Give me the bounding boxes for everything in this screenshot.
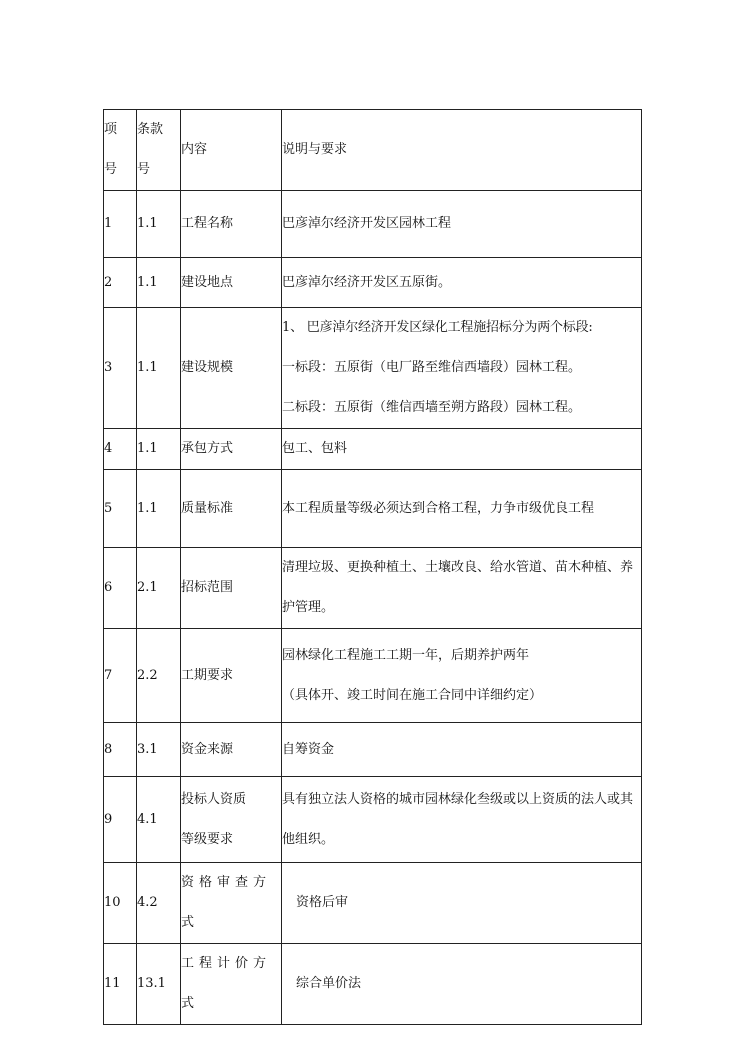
item-no: 6	[104, 548, 137, 629]
table-row	[104, 723, 642, 777]
content-line: 资格审查方	[181, 875, 272, 890]
table-row	[104, 470, 642, 548]
item-description	[282, 308, 642, 429]
item-description	[282, 470, 642, 548]
item-no: 7	[104, 629, 137, 723]
description-line: 二标段：五原街（维信西墙至朔方路段）园林工程。	[282, 400, 582, 415]
table-row	[104, 258, 642, 308]
clause-no: 1.1	[137, 258, 181, 308]
description-line: 自筹资金	[282, 741, 335, 757]
header-item-no-line1: 项	[104, 122, 118, 137]
item-content: 资金来源	[181, 723, 282, 777]
description-line: 本工程质量等级必须达到合格工程，力争市级优良工程	[282, 500, 595, 516]
item-content: 建设地点	[181, 258, 282, 308]
item-no: 11	[104, 944, 137, 1025]
item-description	[282, 863, 642, 944]
clause-no: 1.1	[137, 191, 181, 258]
header-item-no	[104, 110, 137, 191]
item-description	[282, 629, 642, 723]
header-content: 内容	[181, 110, 282, 191]
clause-no: 2.1	[137, 548, 181, 629]
description-line: 一标段：五原街（电厂路至维信西墙段）园林工程。	[282, 360, 582, 375]
clause-no: 13.1	[137, 944, 181, 1025]
clause-no: 4.2	[137, 863, 181, 944]
table-row	[104, 863, 642, 944]
clause-no: 3.1	[137, 723, 181, 777]
item-content: 质量标准	[181, 470, 282, 548]
table-row	[104, 777, 642, 863]
item-description	[282, 944, 642, 1025]
item-description	[282, 191, 642, 258]
item-content: 工期要求	[181, 629, 282, 723]
item-no: 3	[104, 308, 137, 429]
item-content: 建设规模	[181, 308, 282, 429]
item-no: 2	[104, 258, 137, 308]
content-line: 工程计价方	[181, 956, 272, 971]
header-clause-no	[137, 110, 181, 191]
item-no: 5	[104, 470, 137, 548]
description-line: 具有独立法人资格的城市园林绿化叁级或以上资质的法人或其他组织。	[282, 791, 634, 847]
content-line: 投标人资质	[181, 791, 247, 807]
item-description	[282, 777, 642, 863]
table-row	[104, 944, 642, 1025]
header-item-no-line2: 号	[104, 162, 118, 177]
description-line: 资格后审	[296, 895, 349, 910]
description-line: 园林绿化工程施工工期一年，后期养护两年	[282, 647, 530, 663]
item-content	[181, 944, 282, 1025]
content-line: 等级要求	[181, 831, 234, 847]
table-row	[104, 629, 642, 723]
item-description	[282, 429, 642, 470]
requirements-table	[103, 109, 642, 1025]
description-line: 清理垃圾、更换种植土、土壤改良、给水管道、苗木种植、养护管理。	[282, 560, 634, 615]
description-line: 综合单价法	[296, 976, 362, 991]
description-line: 1、 巴彦淖尔经济开发区绿化工程施招标分为两个标段:	[282, 320, 593, 335]
item-no: 10	[104, 863, 137, 944]
item-content: 招标范围	[181, 548, 282, 629]
table-row	[104, 308, 642, 429]
content-line: 式	[181, 996, 195, 1011]
table-row	[104, 548, 642, 629]
clause-no: 2.2	[137, 629, 181, 723]
item-no: 8	[104, 723, 137, 777]
item-no: 9	[104, 777, 137, 863]
description-line: 巴彦淖尔经济开发区五原街。	[282, 274, 452, 290]
item-description	[282, 548, 642, 629]
clause-no: 1.1	[137, 308, 181, 429]
content-line: 式	[181, 915, 195, 930]
clause-no: 4.1	[137, 777, 181, 863]
item-content: 承包方式	[181, 429, 282, 470]
item-description	[282, 723, 642, 777]
description-line: 包工、包料	[282, 441, 348, 456]
description-line: （具体开、竣工时间在施工合同中详细约定）	[282, 687, 543, 703]
item-content: 工程名称	[181, 191, 282, 258]
item-no: 1	[104, 191, 137, 258]
clause-no: 1.1	[137, 429, 181, 470]
clause-no: 1.1	[137, 470, 181, 548]
item-no: 4	[104, 429, 137, 470]
header-description: 说明与要求	[282, 110, 642, 191]
item-content	[181, 863, 282, 944]
item-content	[181, 777, 282, 863]
table-row	[104, 429, 642, 470]
header-clause-line2: 号	[137, 162, 151, 177]
description-line: 巴彦淖尔经济开发区园林工程	[282, 216, 452, 231]
item-description	[282, 258, 642, 308]
header-clause-line1: 条款	[137, 122, 164, 137]
table-row	[104, 191, 642, 258]
table-header-row	[104, 110, 642, 191]
